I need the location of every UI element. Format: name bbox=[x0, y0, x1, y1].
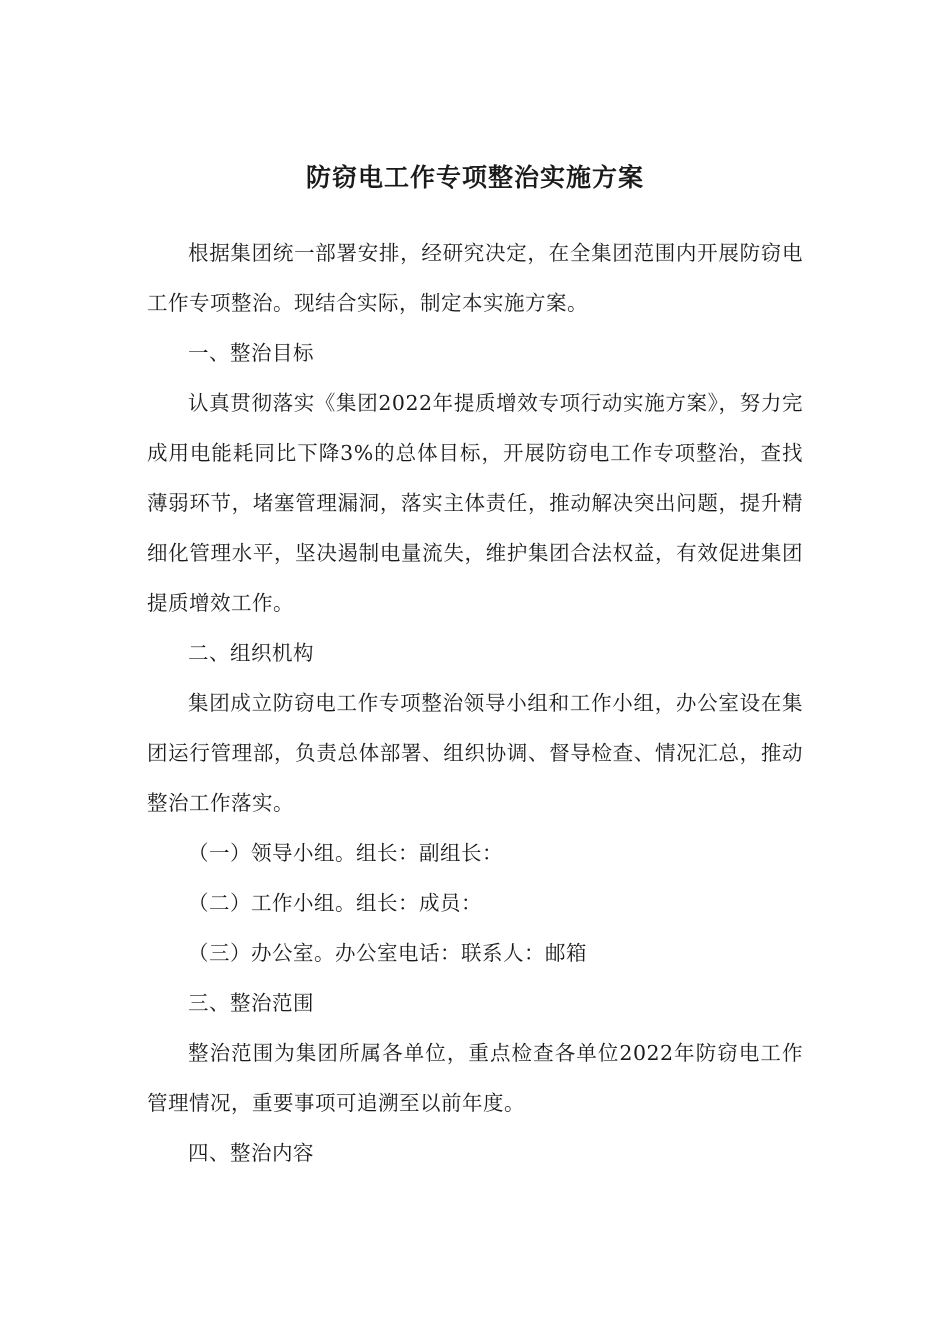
scope-paragraph: 整治范围为集团所属各单位，重点检查各单位2022年防窃电工作管理情况，重要事项可追溯至以前年度。 bbox=[147, 1041, 803, 1115]
section-heading-goals: 一、整治目标 bbox=[188, 341, 314, 365]
organization-paragraph: 集团成立防窃电工作专项整治领导小组和工作小组，办公室设在集团运行管理部，负责总体部署、组织协调、督导检查、情况汇总，推动整治工作落实。 bbox=[147, 691, 803, 815]
section-heading-organization: 二、组织机构 bbox=[188, 641, 314, 665]
section-heading-scope: 三、整治范围 bbox=[188, 991, 314, 1015]
goals-paragraph: 认真贯彻落实《集团2022年提质增效专项行动实施方案》，努力完成用电能耗同比下降3%的总体目标，开展防窃电工作专项整治，查找薄弱环节，堵塞管理漏洞，落实主体责任，推动解决突出问题，提升精细化管理水平，坚决遏制电量流失，维护集团合法权益，有效促进集团提质增效工作。 bbox=[147, 391, 803, 615]
intro-paragraph: 根据集团统一部署安排，经研究决定，在全集团范围内开展防窃电工作专项整治。现结合实际，制定本实施方案。 bbox=[147, 241, 803, 315]
document-title: 防窃电工作专项整治实施方案 bbox=[305, 163, 644, 192]
office-line: （三）办公室。办公室电话：联系人：邮箱 bbox=[188, 941, 587, 965]
document-body bbox=[147, 228, 803, 1178]
working-group-line: （二）工作小组。组长：成员： bbox=[188, 891, 482, 915]
section-heading-content: 四、整治内容 bbox=[188, 1141, 314, 1165]
leadership-group-line: （一）领导小组。组长：副组长： bbox=[188, 841, 503, 865]
